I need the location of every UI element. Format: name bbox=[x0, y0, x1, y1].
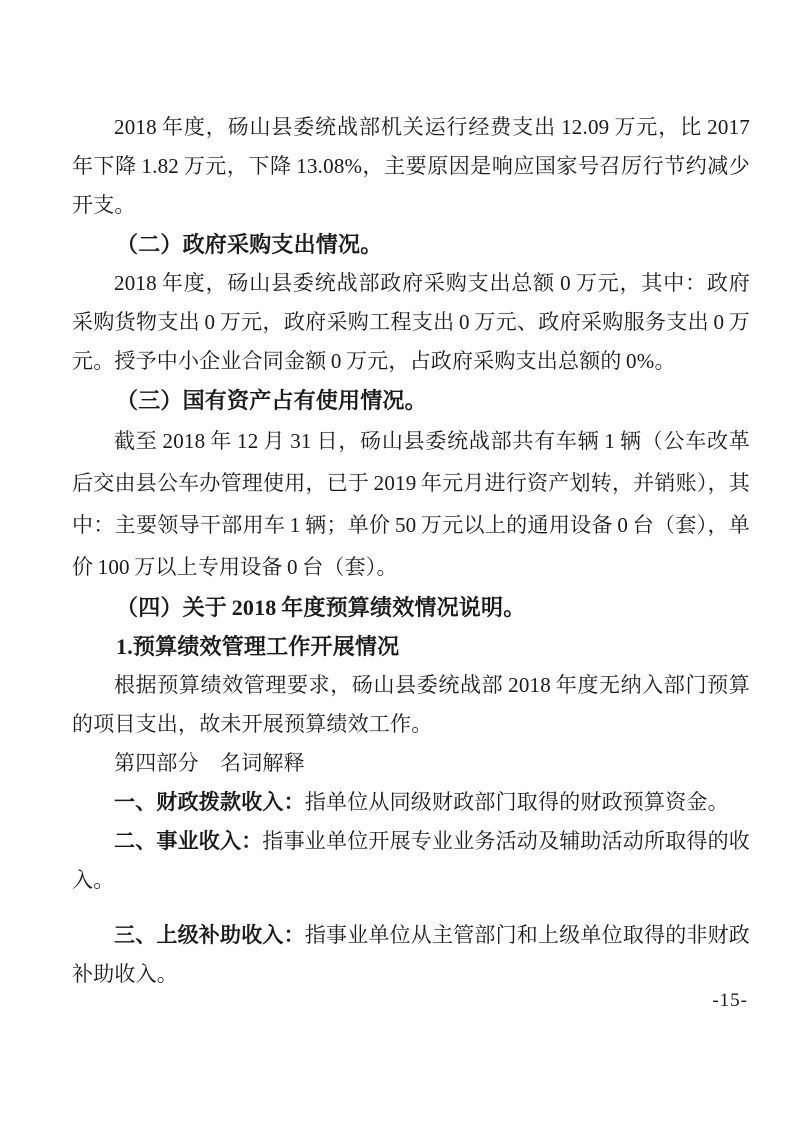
term-fiscal-allocation-income bbox=[72, 783, 750, 822]
term-superior-subsidy-income-label: 三、上级补助收入： bbox=[114, 924, 305, 947]
term-fiscal-allocation-income-definition: 指单位从同级财政部门取得的财政预算资金。 bbox=[304, 790, 729, 814]
heading-part-4-glossary: 第四部分 名词解释 bbox=[114, 752, 305, 775]
paragraph-gov-procurement: 2018 年度，砀山县委统战部政府采购支出总额 0 万元，其中：政府采购货物支出 0 万元，政府采购工程支出 0 万元、政府采购服务支出 0 万元。授予中小企业合同金额 0 万元，占政府采购支出总额的 0%。 bbox=[72, 271, 750, 373]
heading-section-4-budget-performance: （四）关于 2018 年度预算绩效情况说明。 bbox=[116, 595, 526, 620]
term-fiscal-allocation-income-label: 一、财政拨款收入： bbox=[114, 791, 305, 814]
term-operational-income-definition: 指事业单位开展专业业务活动及辅助活动所取得的收入。 bbox=[72, 829, 751, 892]
term-superior-subsidy-income-definition: 指事业单位从主管部门和上级单位取得的非财政补助收入。 bbox=[72, 923, 751, 986]
paragraph-state-assets: 截至 2018 年 12 月 31 日，砀山县委统战部共有车辆 1 辆（公车改革后交由县公车办管理使用，已于 2019 年元月进行资产划转，并销账），其中：主要领导干部用车 1 辆；单价 50 万元以上的通用设备 0 台（套），单价 100 万以上专用设备 0 台（套）。 bbox=[72, 429, 750, 579]
paragraph-operating-expenses: 2018 年度，砀山县委统战部机关运行经费支出 12.09 万元，比 2017 年下降 1.82 万元，下降 13.08%，主要原因是响应国家号召厉行节约减少开支。 bbox=[72, 115, 750, 217]
term-superior-subsidy-income bbox=[72, 916, 750, 994]
document-body bbox=[72, 108, 750, 994]
heading-section-3-state-assets: （三）国有资产占有使用情况。 bbox=[116, 388, 427, 413]
paragraph-performance-management: 根据预算绩效管理要求，砀山县委统战部 2018 年度无纳入部门预算的项目支出，故未开展预算绩效工作。 bbox=[72, 673, 750, 736]
page-number: -15- bbox=[712, 990, 748, 1011]
subheading-performance-management: 1.预算绩效管理工作开展情况 bbox=[116, 634, 400, 659]
heading-section-2-gov-procurement: （二）政府采购支出情况。 bbox=[116, 232, 383, 257]
term-operational-income bbox=[72, 822, 750, 900]
term-operational-income-label: 二、事业收入： bbox=[114, 830, 263, 853]
